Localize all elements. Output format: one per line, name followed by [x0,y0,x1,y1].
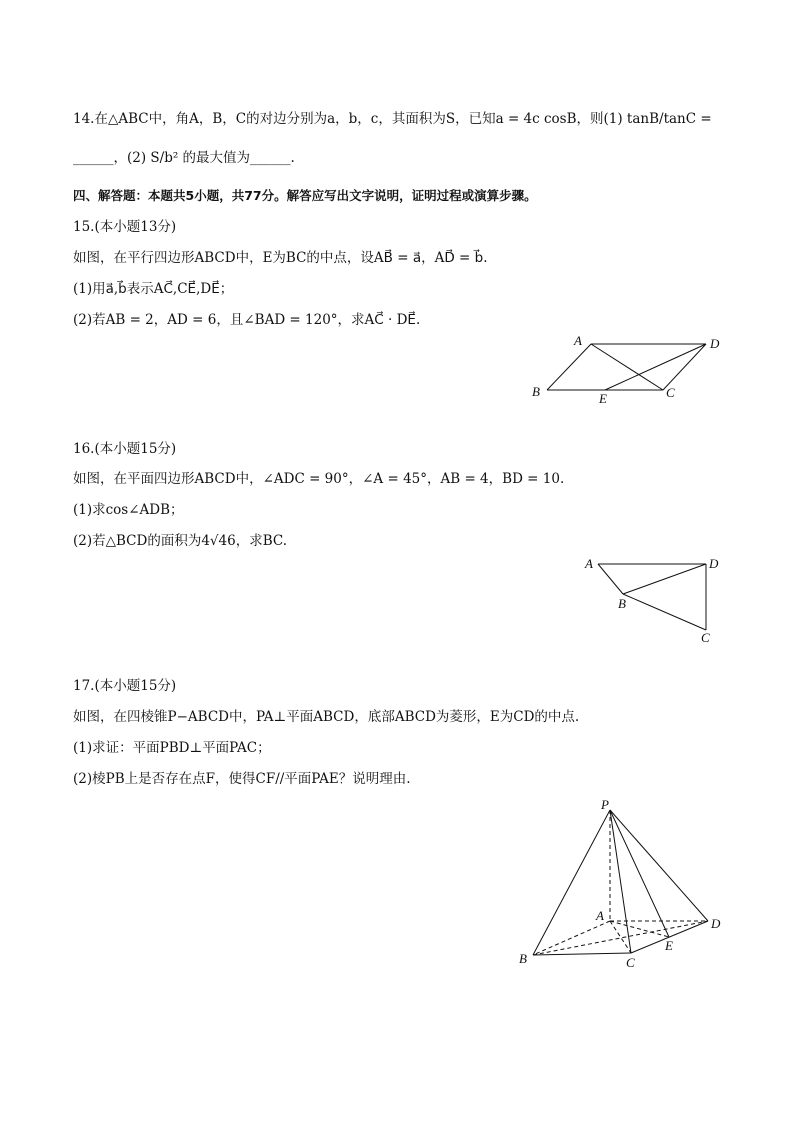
q16-edge-ab [598,564,623,594]
q17-title: 17.(本小题15分) [73,678,177,694]
q17-edge-pb [533,810,610,955]
q17-stem: 如图，在四棱锥P−ABCD中，PA⊥平面ABCD，底部ABCD为菱形，E为CD的中点. [73,709,580,725]
q16-label-a: A [585,556,593,571]
q14-line2: ______，(2) S/b² 的最大值为______. [73,150,295,166]
q15-edge-dc [663,344,706,390]
q15-part2: (2)若AB = 2，AD = 6，且∠BAD = 120°，求AC⃗ · DE⃗. [73,312,421,328]
q15-label-a: A [574,333,582,348]
q17-part2: (2)棱PB上是否存在点F，使得CF//平面PAE？说明理由. [73,771,411,787]
q15-title: 15.(本小题13分) [73,219,177,235]
q16-part2: (2)若△BCD的面积为4√46，求BC. [73,533,288,549]
q16-quadrilateral-figure [582,552,722,647]
q15-part1: (1)用a⃗,b⃗表示AC⃗,CE⃗,DE⃗； [73,281,234,297]
q17-edge-bc [533,953,631,955]
q16-title: 16.(本小题15分) [73,441,177,457]
q16-part1: (1)求cos∠ADB； [73,502,184,518]
q17-label-e: E [665,938,673,953]
q15-label-c: C [666,385,675,400]
q17-label-d: D [711,916,721,931]
q17-diagonal-ac [610,921,631,953]
q17-edge-pd [610,810,708,921]
q17-label-p: P [601,797,609,812]
q15-parallelogram-figure [528,332,728,407]
q17-label-b: B [519,951,527,966]
q16-label-c: C [701,630,710,645]
section-heading: 四、解答题：本题共5小题，共77分。解答应写出文字说明，证明过程或演算步骤。 [73,188,537,203]
q15-label-b: B [532,384,540,399]
q17-edge-ab [533,921,610,955]
q16-label-b: B [618,596,626,611]
q15-edge-ab [547,344,591,390]
q17-part1: (1)求证：平面PBD⊥平面PAC； [73,740,271,756]
q16-stem: 如图，在平面四边形ABCD中，∠ADC = 90°，∠A = 45°，AB = 4，BD = 10. [73,471,565,487]
q16-edge-bc [623,594,706,630]
q14-line1: 14.在△ABC中，角A，B，C的对边分别为a，b，c，其面积为S，已知a = 4c cosB，则(1) tanB/tanC = [73,111,712,127]
q17-label-c: C [626,955,635,970]
q16-label-d: D [709,556,719,571]
q17-label-a: A [596,908,604,923]
q16-edge-bd [623,564,706,594]
q17-pyramid-figure [515,795,745,975]
q15-segment-de [605,344,706,390]
q17-diagonal-bd [533,921,708,955]
q15-label-e: E [599,391,607,406]
q15-label-d: D [710,336,720,351]
q15-diagonal-ac [591,344,663,390]
q15-stem: 如图，在平行四边形ABCD中，E为BC的中点，设AB⃗ = a⃗，AD⃗ = b⃗. [73,250,488,266]
